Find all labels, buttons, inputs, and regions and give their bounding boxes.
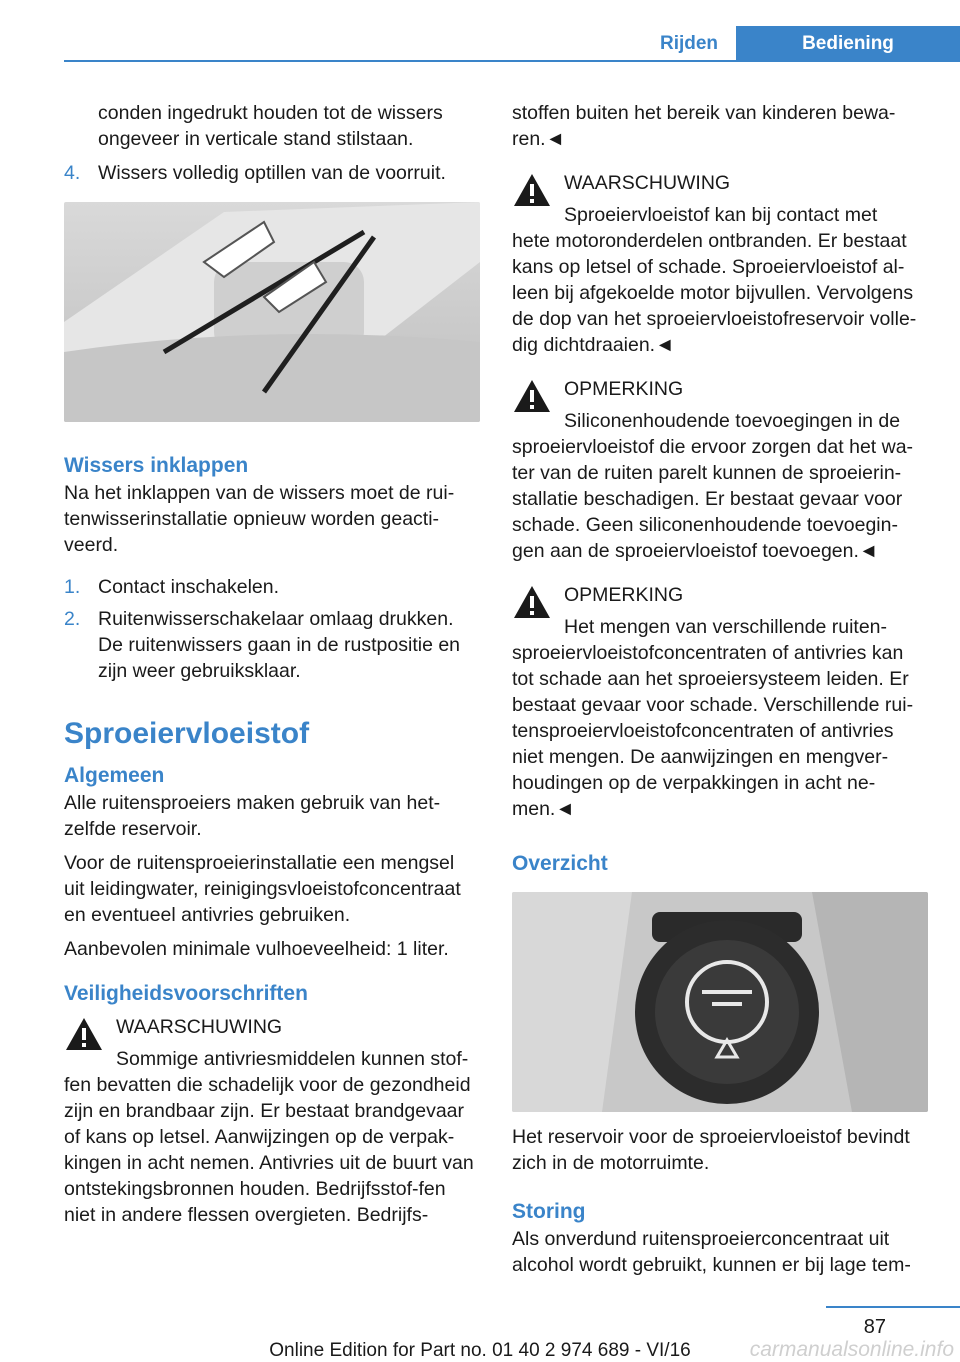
warning-block [64, 1014, 480, 1228]
header-rule [64, 60, 960, 62]
left-column [64, 100, 480, 1228]
list-text: Ruitenwisserschakelaar omlaag drukken. De ruitenwissers gaan in de rustpositie en zijn weer gebruiksklaar. [98, 608, 461, 682]
right-column [512, 100, 928, 1278]
paragraph: Alle ruitensproeiers maken gebruik van het-zelfde reservoir. [64, 792, 441, 840]
section-title-storing: Storing [512, 1200, 586, 1223]
warning-title: WAARSCHUWING [116, 1016, 283, 1038]
footer-edition: Online Edition for Part no. 01 40 2 974 689 - VI/16 [269, 1340, 691, 1361]
list-text: Contact inschakelen. [98, 576, 280, 598]
watermark: carmanualsonline.info [749, 1338, 954, 1361]
continued-step-line2: ongeveer in verticale stand stilstaan. [98, 128, 414, 150]
list-number: 1. [64, 576, 81, 598]
warning-first-line: Sommige antivriesmiddelen kunnen stof- [116, 1048, 469, 1070]
note-block [512, 376, 928, 564]
tab-rijden[interactable]: Rijden [659, 33, 719, 54]
paragraph: Aanbevolen minimale vulhoeveelheid: 1 liter. [64, 938, 449, 960]
page-number-rule [826, 1306, 960, 1308]
list-item [64, 606, 480, 684]
note-block [512, 582, 928, 822]
note-body: sproeiervloeistof die ervoor zorgen dat het wa-ter van de ruiten parelt kunnen de sproeierin-stallatie beschadigen. Er bestaat gevaar voor schade. Geen siliconenhoudende toevoegin-gen aan de sproeiervloeistof toevoegen.◄ [512, 436, 914, 562]
continued-step-line1: conden ingedrukt houden tot de wissers [98, 102, 443, 124]
note-icon [512, 584, 552, 620]
list-item [64, 574, 480, 600]
list-text: Wissers volledig optillen van de voorruit. [98, 162, 446, 184]
list-number: 2. [64, 608, 81, 630]
warning-first-line: Sproeiervloeistof kan bij contact met [564, 204, 878, 226]
warning-icon [512, 172, 552, 208]
tab-bediening[interactable]: Bediening [736, 26, 960, 62]
warning-block [512, 170, 928, 358]
section-title-overzicht: Overzicht [512, 852, 608, 875]
warning-body: fen bevatten die schadelijk voor de gezondheid zijn en brandbaar zijn. Er bestaat brandgevaar of kans op letsel. Aanwijzingen op de verpak-kingen in acht nemen. Antivries uit de buurt van ontstekingsbronnen houden. Bedrijfsstof-fen niet in andere flessen overgieten. Bedrijfs- [64, 1074, 474, 1226]
storing-body: Als onverdund ruitensproeierconcentraat uit alcohol wordt gebruikt, kunnen er bij lage tem- [512, 1228, 911, 1276]
paragraph: Voor de ruitensproeierinstallatie een mengsel uit leidingwater, reinigingsvloeistofconcentraat en eventueel antivries gebruiken. [64, 852, 461, 926]
warning-body: hete motoronderdelen ontbranden. Er bestaat kans op letsel of schade. Sproeiervloeistof al-leen bij afgekoelde motor bijvullen. Vervolgens de dop van het sproeiervloeistofreservoir volle-dig dichtdraaien.◄ [512, 230, 917, 356]
wiper-photo [64, 202, 480, 422]
note-body: sproeiervloeistofconcentraten of antivries kan tot schade aan het sproeiersysteem leiden. Er bestaat gevaar voor schade. Verschillende rui-tensproeiervloeistofconcentraten of antivries niet mengen. De aanwijzingen en mengver-houdingen op de verpakkingen in acht ne-men.◄ [512, 642, 914, 820]
note-first-line: Siliconenhoudende toevoegingen in de [564, 410, 901, 432]
section-title-veiligheid: Veiligheidsvoorschriften [64, 982, 308, 1005]
overview-body: Het reservoir voor de sproeiervloeistof bevindt zich in de motorruimte. [512, 1126, 910, 1174]
section-body: Na het inklappen van de wissers moet de rui-tenwisserinstallatie opnieuw worden geacti-veerd. [64, 482, 455, 556]
list-number: 4. [64, 162, 81, 184]
section-title-wissers-inklappen: Wissers inklappen [64, 454, 249, 477]
page-title: Sproeiervloeistof [64, 717, 310, 750]
page-number: 87 [863, 1316, 886, 1338]
warning-title: WAARSCHUWING [564, 172, 731, 194]
note-title: OPMERKING [564, 584, 684, 606]
section-title-algemeen: Algemeen [64, 764, 165, 787]
note-first-line: Het mengen van verschillende ruiten- [564, 616, 888, 638]
note-title: OPMERKING [564, 378, 684, 400]
list-item [64, 160, 480, 186]
warning-icon [64, 1016, 104, 1052]
reservoir-cap-photo [512, 892, 928, 1112]
note-icon [512, 378, 552, 414]
continued-paragraph: stoffen buiten het bereik van kinderen bewa-ren.◄ [512, 102, 896, 150]
